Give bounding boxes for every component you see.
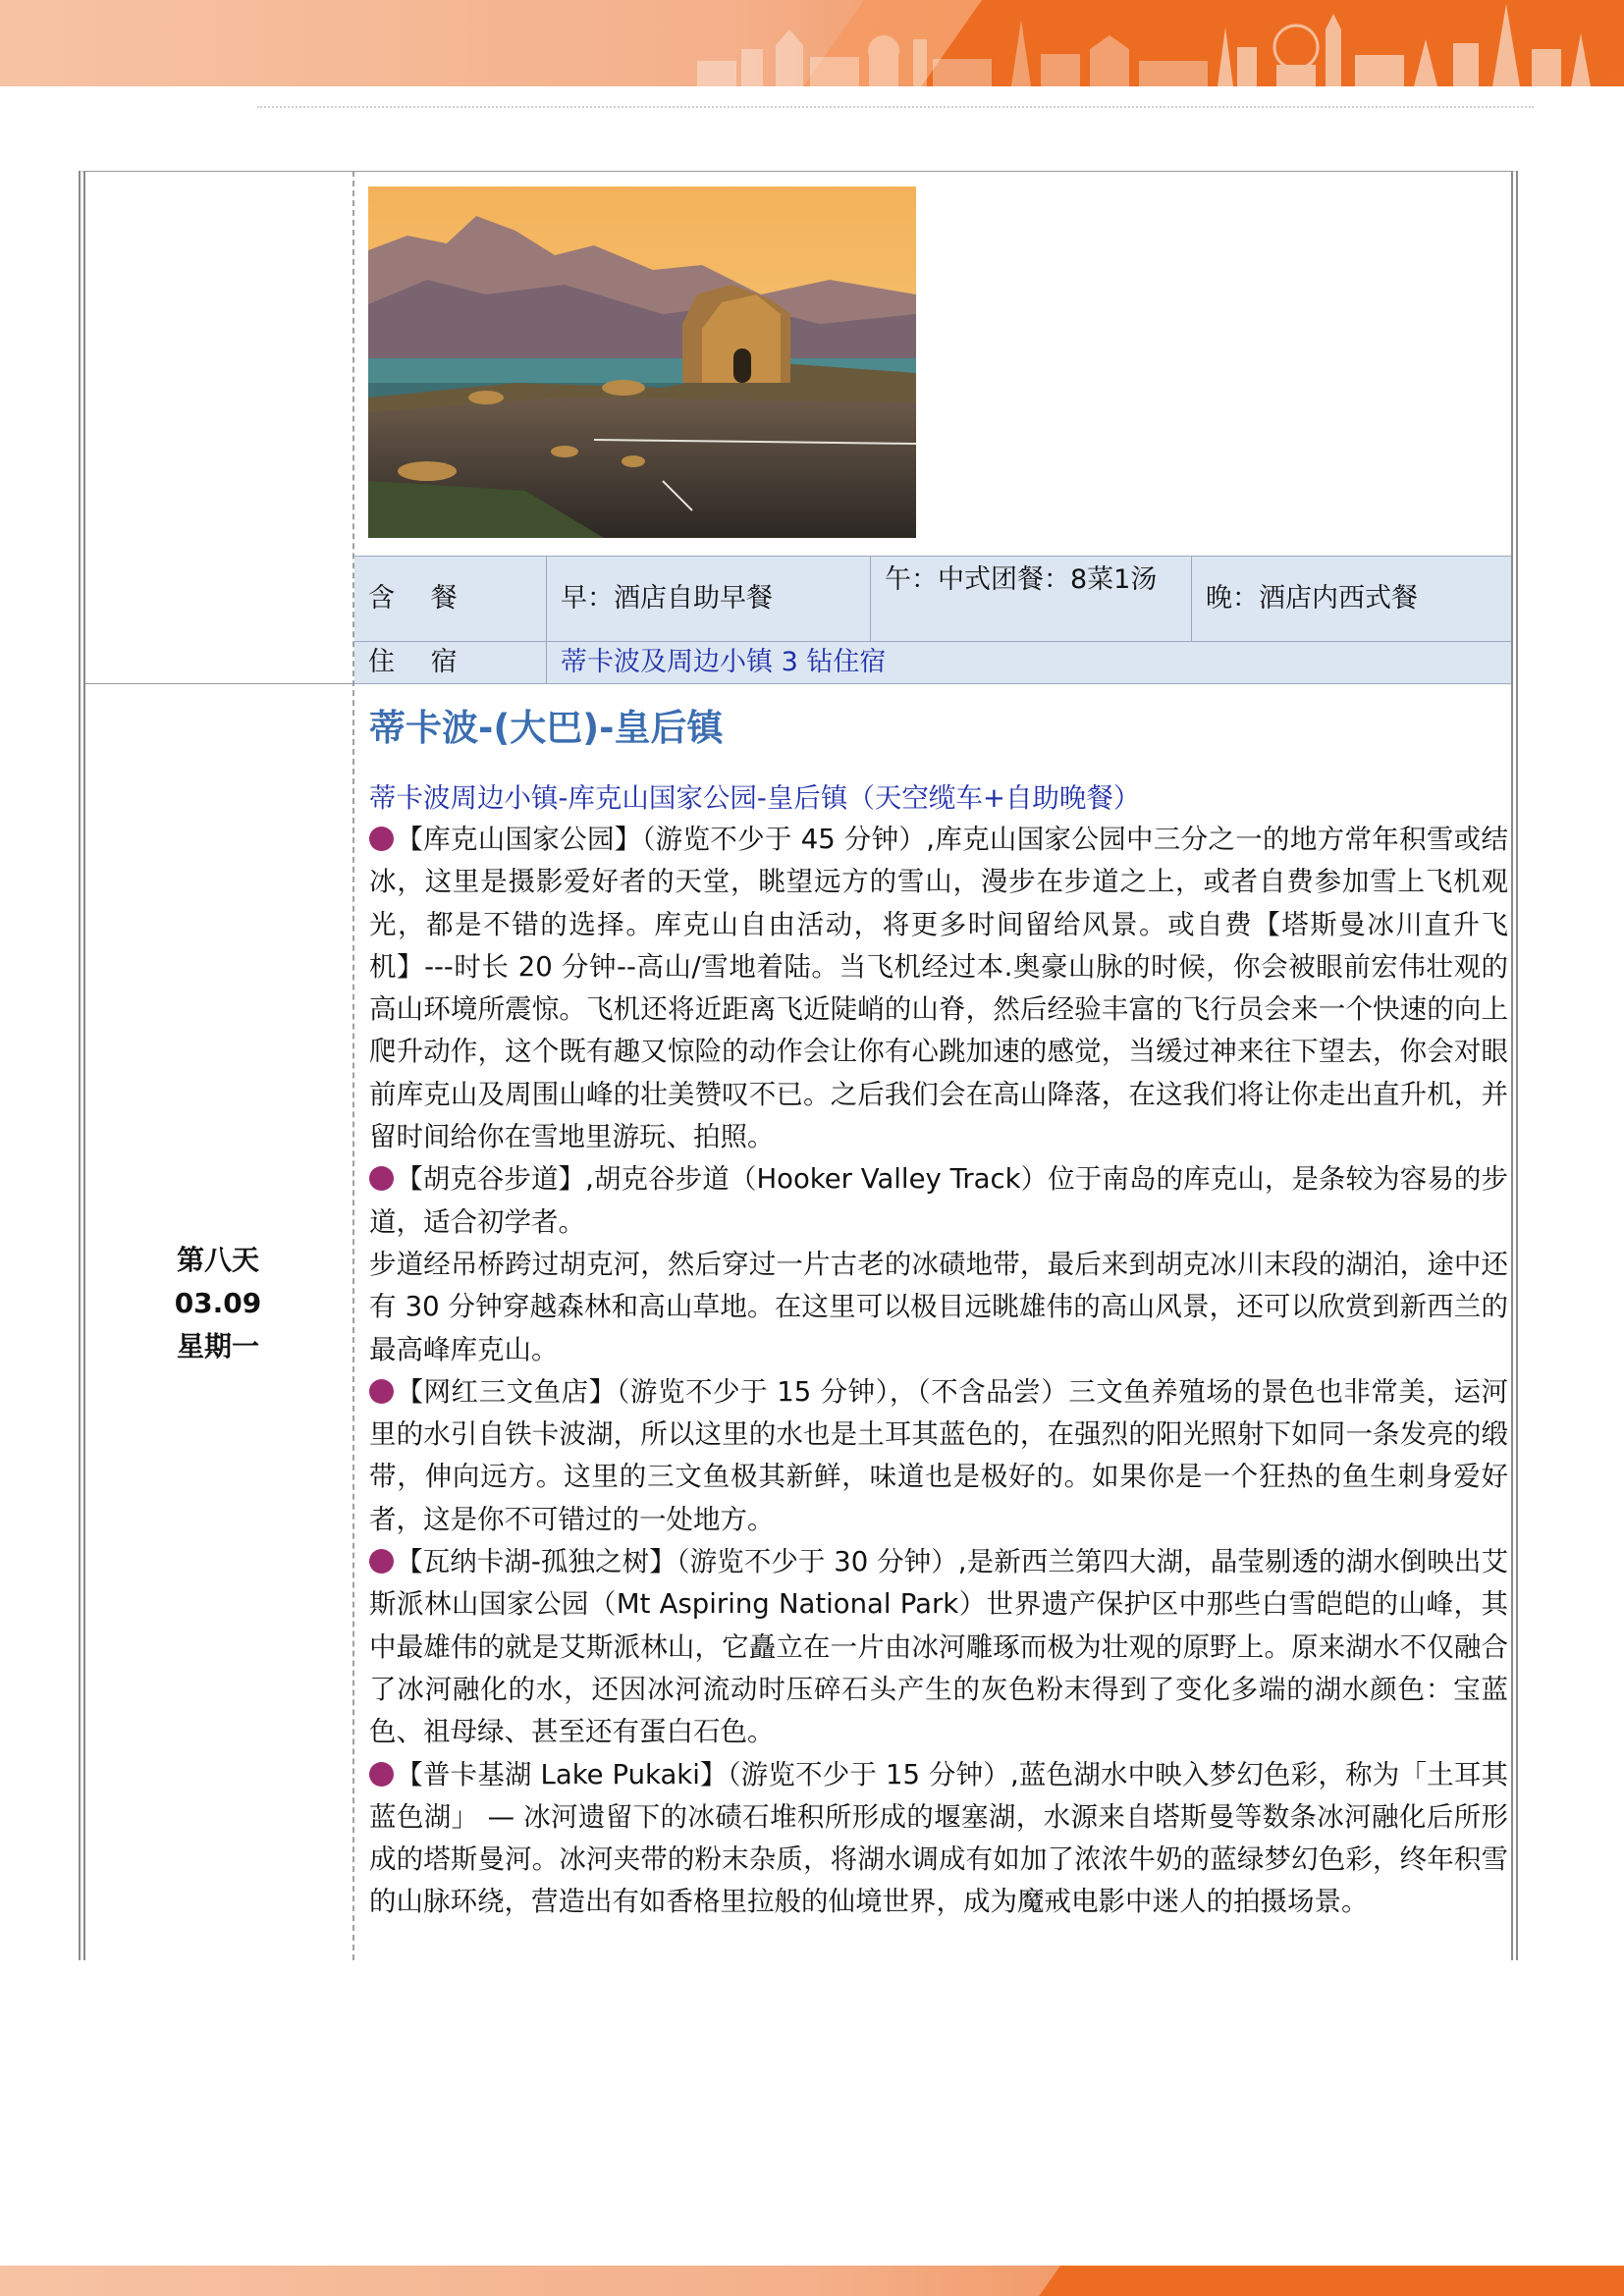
hotel-row — [354, 641, 1511, 684]
day-weekday: 星期一 — [176, 1330, 259, 1362]
paragraph-lake-pukaki: 【普卡基湖 Lake Pukaki】（游览不少于 15 分钟）,蓝色湖水中映入梦幻色彩，称为「土耳其蓝色湖」 — 冰河遗留下的冰碛石堆积所形成的堰塞湖，水源来自塔斯曼等数条冰河融化后所形成的塔斯曼河。冰河夹带的粉末杂质，将湖水调成有如加了浓浓牛奶的蓝绿梦幻色彩，终年积雪的山脉环绕，营造出有如香格里拉般的仙境世界，成为魔戒电影中迷人的拍摄场景。 — [369, 1758, 1508, 1918]
day-content — [369, 699, 1508, 1924]
bullet-dot-icon — [369, 827, 394, 851]
day-number: 第八天 — [176, 1244, 259, 1276]
header-rule — [257, 106, 1534, 108]
lunch-cell: 午：中式团餐：8菜1汤 — [871, 557, 1192, 641]
paragraph-salmon-shop: 【网红三文鱼店】（游览不少于 15 分钟），（不含品尝）三文鱼养殖场的景色也非常美，运河里的水引自铁卡波湖，所以这里的水也是土耳其蓝色的，在强烈的阳光照射下如同一条发亮的缎带，伸向远方。这里的三文鱼极其新鲜，味道也是极好的。如果你是一个狂热的鱼生刺身爱好者，这是你不可错过的一处地方。 — [369, 1375, 1508, 1535]
paragraph-mount-cook: 【库克山国家公园】（游览不少于 45 分钟）,库克山国家公园中三分之一的地方常年积雪或结冰，这里是摄影爱好者的天堂，眺望远方的雪山，漫步在步道之上，或者自费参加雪上飞机观光，都是不错的选择。库克山自由活动，将更多时间留给风景。或自费【塔斯曼冰川直升飞机】---时长 20 分钟--高山/雪地着陆。当飞机经过本.奥豪山脉的时候，你会被眼前宏伟壮观的高山环境所震惊。飞机还将近距离飞近陡峭的山脊，然后经验丰富的飞行员会来一个快速的向上爬升动作，这个既有趣又惊险的动作会让你有心跳加速的感觉，当缓过神来往下望去，你会对眼前库克山及周围山峰的壮美赞叹不已。之后我们会在高山降落，在这我们将让你走出直升机，并留时间给你在雪地里游玩、拍照。 — [369, 824, 1508, 1153]
meals-label: 含 餐 — [354, 557, 547, 641]
description-list — [369, 819, 1508, 1924]
header-banner — [0, 0, 1624, 86]
bullet-dot-icon — [369, 1379, 394, 1404]
city-skyline-icon — [687, 0, 1624, 86]
church-of-good-shepherd-photo — [368, 187, 916, 538]
day-route: 蒂卡波周边小镇-库克山国家公园-皇后镇（天空缆车+自助晚餐） — [369, 782, 1141, 814]
day-label — [85, 1239, 351, 1368]
paragraph-lake-wanaka: 【瓦纳卡湖-孤独之树】（游览不少于 30 分钟）,是新西兰第四大湖，晶莹剔透的湖水倒映出艾斯派林山国家公园（Mt Aspiring National Park）世界遗产保护区中那些白雪皑皑的山峰，其中最雄伟的就是艾斯派林山，它矗立在一片由冰河雕琢而极为壮观的原野上。原来湖水不仅融合了冰河融化的水，还因冰河流动时压碎石头产生的灰色粉末得到了变化多端的湖水颜色：宝蓝色、祖母绿、甚至还有蛋白石色。 — [369, 1546, 1508, 1748]
hotel-label: 住 宿 — [354, 642, 547, 683]
breakfast-cell: 早：酒店自助早餐 — [547, 557, 871, 641]
column-divider — [352, 171, 354, 1960]
hotel-cell: 蒂卡波及周边小镇 3 钻住宿 — [561, 647, 887, 677]
bullet-dot-icon — [369, 1762, 394, 1787]
meals-row — [354, 556, 1511, 642]
dinner-cell: 晚：酒店内西式餐 — [1206, 583, 1418, 614]
bullet-dot-icon — [369, 1549, 394, 1574]
day-title: 蒂卡波-(大巴)-皇后镇 — [369, 707, 724, 749]
paragraph-hooker-valley: 【胡克谷步道】,胡克谷步道（Hooker Valley Track）位于南岛的库克山，是条较为容易的步道，适合初学者。 — [369, 1163, 1508, 1238]
paragraph-hooker-route: 步道经吊桥跨过胡克河，然后穿过一片古老的冰碛地带，最后来到胡克冰川末段的湖泊，途中还有 30 分钟穿越森林和高山草地。在这里可以极目远眺雄伟的高山风景，还可以欣赏到新西兰的最高峰库克山。 — [369, 1248, 1508, 1365]
footer-band — [0, 2266, 1624, 2296]
day-date: 03.09 — [174, 1287, 262, 1319]
bullet-dot-icon — [369, 1166, 394, 1191]
